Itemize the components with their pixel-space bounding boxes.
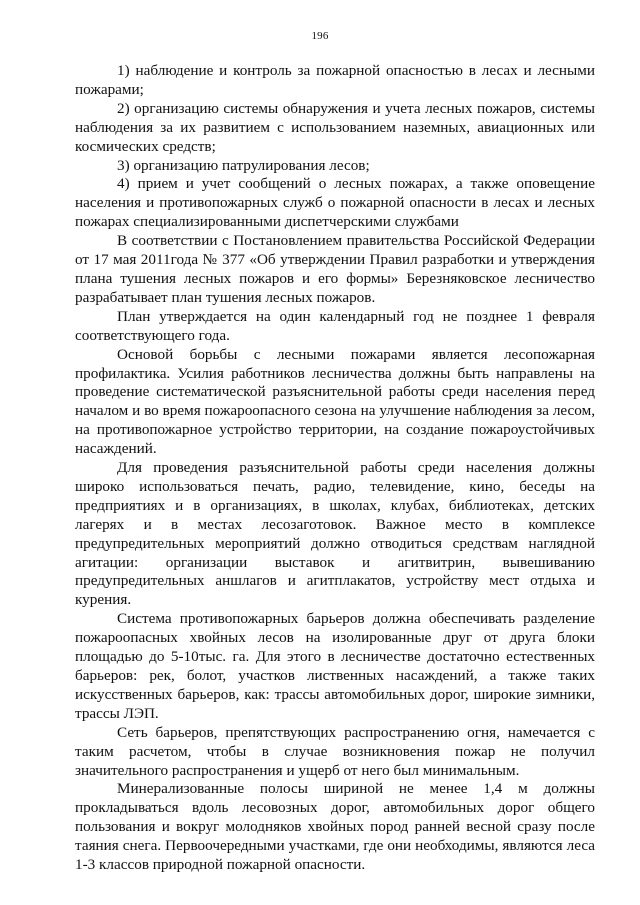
paragraph-prevention: Основой борьбы с лесными пожарами является лесопожарная профилактика. Усилия работников лесничества должны быть направлены на проведение систематической разъяснительной работы среди населения перед началом и во время пожароопасного сезона на улучшение наблюдения за лесом, на противопожарное устройство территории, на создание пожароустойчивых насаждений. xyxy=(75,345,595,458)
body-text xyxy=(75,62,595,875)
paragraph-monitoring: 1) наблюдение и контроль за пожарной опасностью в лесах и лесными пожарами; xyxy=(75,62,595,98)
paragraph-barrier-network: Сеть барьеров, препятствующих распространению огня, намечается с таким расчетом, чтобы в случае возникновения пожар не получил значительного распространения и ущерб от него был минимальным. xyxy=(75,723,595,779)
paragraph-patrol: 3) организацию патрулирования лесов; xyxy=(117,156,370,174)
paragraph-outreach: Для проведения разъяснительной работы среди населения должны широко использоваться печать, радио, телевидение, кино, беседы на предприятиях и в организациях, в школах, клубах, библиотеках, детских лагерях и в местах лесозаготовок. Важное место в комплексе предупредительных мероприятий должно отводиться средствам наглядной агитации: организации выставок и агитвитрин, вывешиванию предупредительных аншлагов и агитплакатов, устройству мест отдыха и курения. xyxy=(75,459,595,609)
page-number: 196 xyxy=(311,30,329,42)
paragraph-government-resolution: В соответствии с Постановлением правительства Российской Федерации от 17 мая 2011года № 377 «Об утверждении Правил разработки и утверждения плана тушения лесных пожаров и его формы» Березняковское лесничество разрабатывает план тушения лесных пожаров. xyxy=(75,232,595,306)
paragraph-plan-approval: План утверждается на один календарный год не позднее 1 февраля соответствующего года. xyxy=(75,307,595,344)
paragraph-reports: 4) прием и учет сообщений о лесных пожарах, а также оповещение населения и противопожарных служб о пожарной опасности в лесах и лесных пожарах специализированными диспетчерскими службами xyxy=(75,175,595,231)
paragraph-detection-system: 2) организацию системы обнаружения и учета лесных пожаров, системы наблюдения за их развитием с использованием наземных, авиационных или космических средств; xyxy=(75,99,595,155)
paragraph-barrier-system: Система противопожарных барьеров должна обеспечивать разделение пожароопасных хвойных лесов на изолированные друг от друга блоки площадью до 5-10тыс. га. Для этого в лесничестве достаточно естественных барьеров: рек, болот, участков лиственных насаждений, а также таких искусственных барьеров, как: трассы автомобильных дорог, широкие зимники, трассы ЛЭП. xyxy=(75,610,595,722)
paragraph-mineralized-strips: Минерализованные полосы шириной не менее 1,4 м должны прокладываться вдоль лесовозных дорог, автомобильных дорог общего пользования и вокруг молодняков хвойных пород ранней весной сразу после таяния снега. Первоочередными участками, где они необходимы, являются леса 1-3 классов природной пожарной опасности. xyxy=(75,780,595,874)
